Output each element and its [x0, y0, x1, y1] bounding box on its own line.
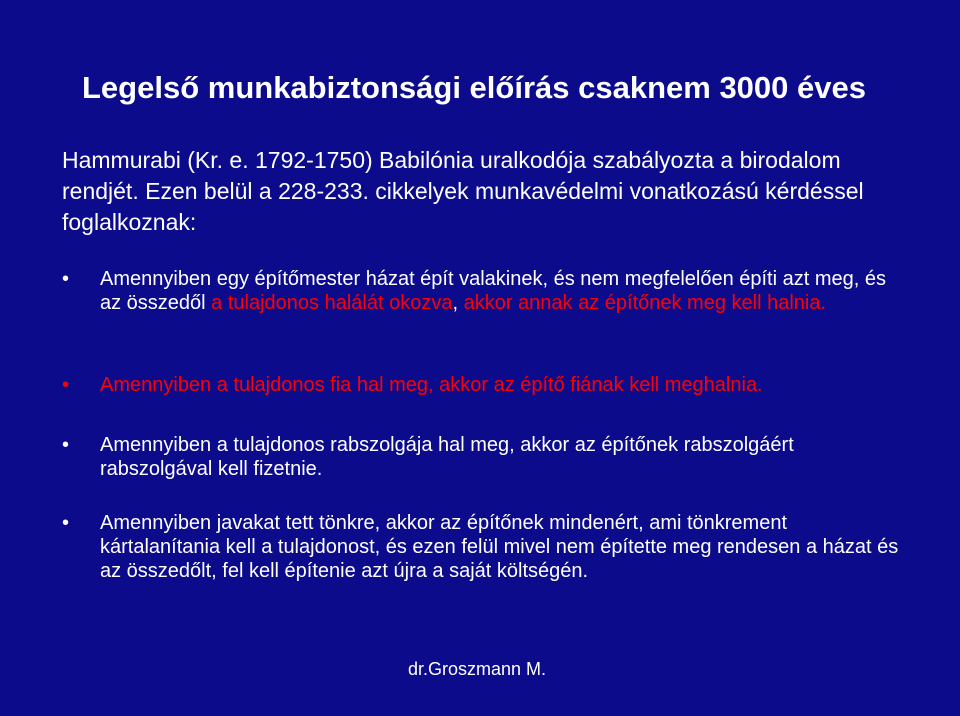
bullet-item-3 — [62, 433, 892, 489]
bullet-text-1 — [100, 267, 900, 315]
bullet-text-1-part1: Amennyiben egy építőmester házat épít valakinek, és nem megfelelően építi azt meg, és az összedől — [100, 268, 886, 314]
bullet-icon: • — [62, 434, 70, 456]
bullet-text-3: Amennyiben a tulajdonos rabszolgája hal meg, akkor az építőnek rabszolgáért rabszolgával kell fizetnie. — [100, 434, 794, 480]
bullet-text-4: Amennyiben javakat tett tönkre, akkor az építőnek mindenért, ami tönkrement kártalanítania kell a tulajdonost, és ezen felül mivel nem építette meg rendesen a házat és az összedőlt, fel kell építenie azt újra a saját költségén. — [100, 512, 899, 582]
bullet-icon: • — [62, 512, 70, 534]
bullet-text-1-part3: , — [452, 292, 464, 314]
bullet-item-1 — [62, 267, 892, 347]
slide-title: Legelső munkabiztonsági előírás csaknem 3000 éves — [82, 70, 866, 105]
bullet-text-1-part2: a tulajdonos halálát okozva — [211, 292, 453, 314]
intro-paragraph: Hammurabi (Kr. e. 1792-1750) Babilónia uralkodója szabályozta a birodalom rendjét. Ezen belül a 228-233. cikkelyek munkavédelmi vonatkozású kérdéssel foglalkoznak: — [62, 147, 864, 235]
bullet-text-2: Amennyiben a tulajdonos fia hal meg, akkor az építő fiának kell meghalnia. — [100, 374, 763, 396]
bullet-item-2 — [62, 373, 892, 403]
bullet-icon: • — [62, 268, 70, 290]
bullet-text-1-part4: akkor annak az építőnek meg kell halnia. — [463, 292, 827, 314]
bullet-icon: • — [62, 374, 70, 396]
footer-author: dr.Groszmann M. — [408, 659, 547, 679]
bullet-item-4 — [62, 511, 899, 611]
